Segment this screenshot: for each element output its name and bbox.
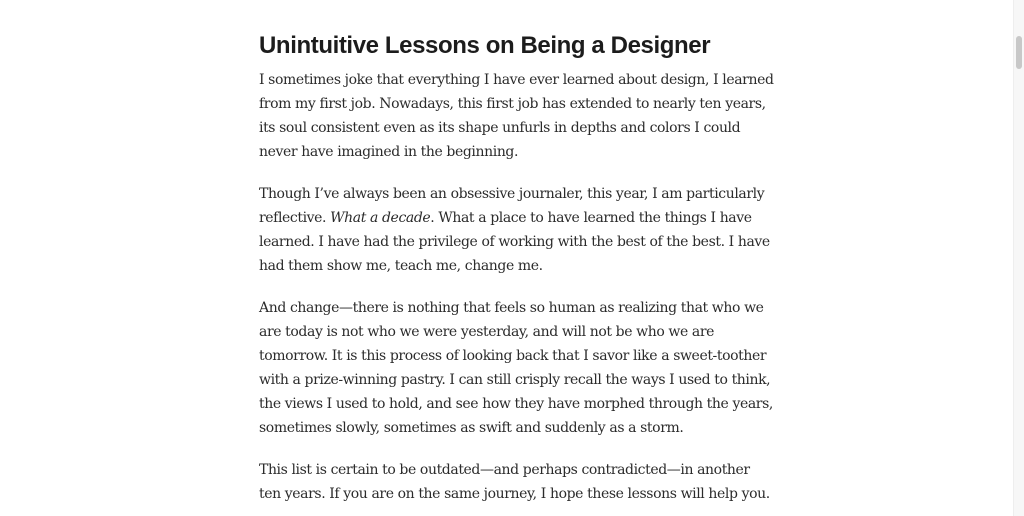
article-title: Unintuitive Lessons on Being a Designer [259, 32, 711, 59]
paragraph-line: And change—there is nothing that feels so human as realizing that who we [259, 300, 764, 316]
paragraph-line: Though I’ve always been an obsessive journaler, this year, I am particularly [259, 186, 765, 202]
article [259, 30, 774, 516]
paragraph-line: This list is certain to be outdated—and perhaps contradicted—in another [259, 462, 750, 478]
paragraph-line: I sometimes joke that everything I have ever learned about design, I learned [259, 72, 774, 88]
text-segment: reflective. [259, 210, 331, 226]
text-segment: . What a place to have learned the things I have [430, 210, 752, 226]
paragraph-line: are today is not who we were yesterday, and will not be who we are [259, 324, 715, 340]
paragraph-line: from my first job. Nowadays, this first job has extended to nearly ten years, [259, 96, 766, 112]
paragraph-line: with a prize-winning pastry. I can still crisply recall the ways I used to think, [259, 372, 771, 388]
paragraph-line: its soul consistent even as its shape unfurls in depths and colors I could [259, 120, 741, 136]
vertical-scrollbar[interactable] [1013, 0, 1024, 516]
paragraph-line: had them show me, teach me, change me. [259, 258, 543, 274]
scrollbar-thumb[interactable] [1016, 36, 1022, 69]
paragraph-intro [259, 68, 774, 164]
paragraph-line: learned. I have had the privilege of working with the best of the best. I have [259, 234, 770, 250]
article-body [259, 68, 774, 506]
paragraph-line [259, 206, 759, 230]
paragraph-change [259, 296, 773, 440]
paragraph-reflection [259, 182, 770, 278]
paragraph-outro [259, 458, 770, 506]
italic-emphasis: What a decade [330, 210, 431, 226]
paragraph-line: ten years. If you are on the same journey, I hope these lessons will help you. [259, 486, 770, 502]
paragraph-line: never have imagined in the beginning. [259, 144, 519, 160]
paragraph-line: tomorrow. It is this process of looking back that I savor like a sweet-toother [259, 348, 767, 364]
paragraph-line: the views I used to hold, and see how they have morphed through the years, [259, 396, 773, 412]
paragraph-line: sometimes slowly, sometimes as swift and suddenly as a storm. [259, 420, 684, 436]
